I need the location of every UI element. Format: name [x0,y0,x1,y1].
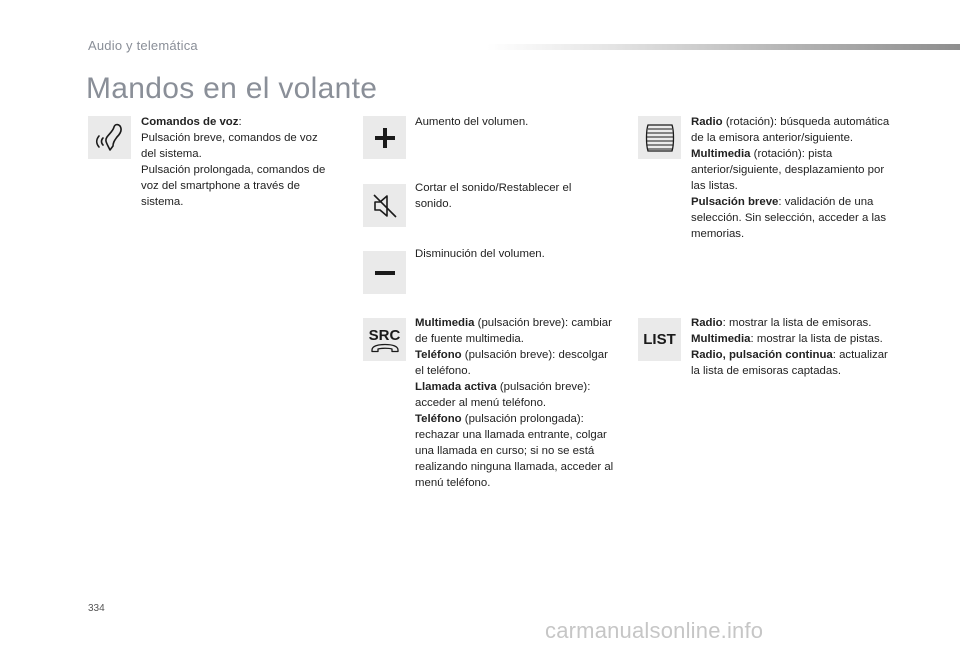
page-title: Mandos en el volante [86,72,378,105]
volume-down-text: Disminución del volumen. [415,248,545,260]
src-item-llamada-activa: Llamada activa (pulsación breve): acceder al menú teléfono. [415,381,591,409]
voice-command-long-press: Pulsación prolongada, comandos de voz del smartphone a través de sistema. [141,164,326,208]
voice-command-button [88,116,131,159]
voice-command-term: Comandos de voz [141,116,239,128]
thumbwheel-icon [644,123,676,153]
volume-up-description [415,114,605,130]
plus-icon [374,127,396,149]
voice-command-term-suffix: : [238,116,242,128]
src-button [363,318,406,361]
minus-icon [374,262,396,284]
thumbwheel-button [638,116,681,159]
thumbwheel-description [691,114,891,242]
header-bar [487,44,960,50]
list-button [638,318,681,361]
mute-icon [370,191,400,221]
volume-down-description [415,246,605,262]
phone-handset-icon [370,343,400,353]
thumbwheel-item-pulsacion: Pulsación breve: validación de una selección. Sin selección, acceder a las memorias. [691,196,887,240]
src-description [415,315,615,491]
src-item-telefono-breve: Teléfono (pulsación breve): descolgar el teléfono. [415,349,608,377]
src-icon-label: SRC [368,326,401,344]
section-label: Audio y telemática [88,38,198,53]
volume-down-button [363,251,406,294]
volume-up-button [363,116,406,159]
list-description [691,315,891,379]
watermark: carmanualsonline.info [545,618,764,643]
mute-button [363,184,406,227]
src-item-telefono-prolongada: Teléfono (pulsación prolongada): rechazar una llamada entrante, colgar una llamada en curso; si no se está realizando ninguna llamada, acceder al menú teléfono. [415,413,614,489]
list-item-radio: Radio: mostrar la lista de emisoras. [691,317,872,329]
list-item-radio-continua: Radio, pulsación continua: actualizar la lista de emisoras captadas. [691,349,888,377]
src-item-multimedia: Multimedia (pulsación breve): cambiar de fuente multimedia. [415,317,612,345]
voice-command-short-press: Pulsación breve, comandos de voz del sistema. [141,132,318,160]
list-item-multimedia: Multimedia: mostrar la lista de pistas. [691,333,883,345]
volume-up-text: Aumento del volumen. [415,116,529,128]
list-icon-label: LIST [643,331,676,348]
mute-text: Cortar el sonido/Restablecer el sonido. [415,182,572,210]
voice-command-description [141,114,331,210]
page-number: 334 [88,603,105,614]
thumbwheel-item-multimedia: Multimedia (rotación): pista anterior/siguiente, desplazamiento por las listas. [691,148,885,192]
thumbwheel-item-radio: Radio (rotación): búsqueda automática de la emisora anterior/siguiente. [691,116,890,144]
voice-command-icon [93,121,127,155]
mute-description [415,180,595,212]
